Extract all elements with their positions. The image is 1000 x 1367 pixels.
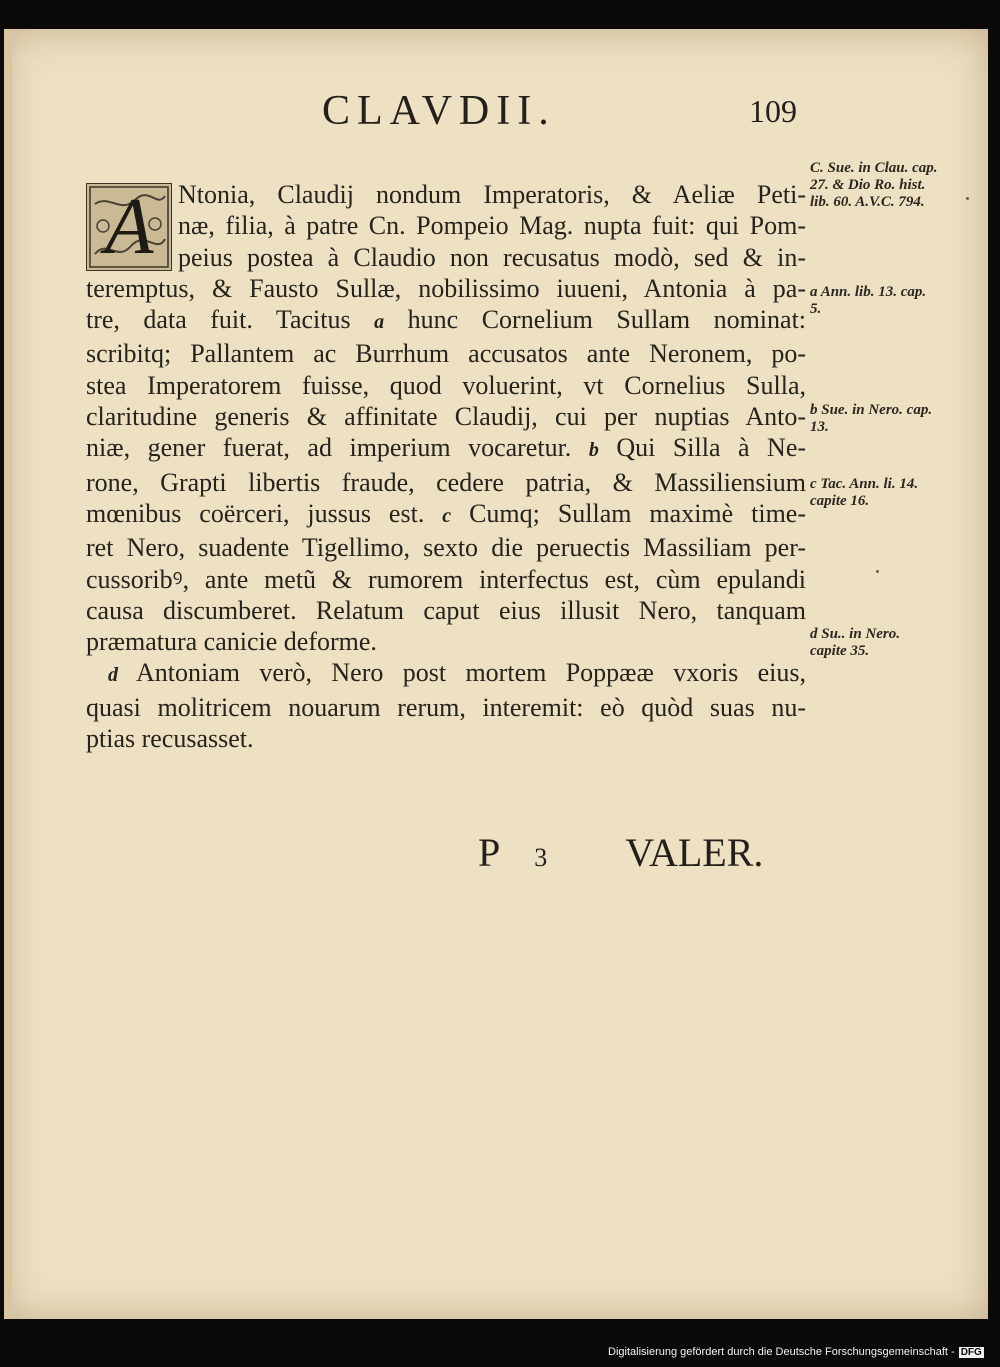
paper-speck xyxy=(966,197,969,200)
text-line-18: ptias recusasset. xyxy=(86,724,254,754)
text-line-17: quasi molitricem nouarum rerum, interemit: eò quòd suas nu- xyxy=(86,692,806,722)
margin-note-b: b Sue. in Nero. cap. 13. xyxy=(810,402,933,435)
text-segment: Antoniam verò, Nero post mortem Poppææ vxoris eius, xyxy=(135,658,806,688)
margin-note-d: d Su.. in Nero. capite 35. xyxy=(810,626,901,659)
text-line-3: peius postea à Claudio non recusatus modò, sed & in- xyxy=(178,242,806,272)
text-line-8: claritudine generis & affinitate Claudij, cui per nuptias Anto- xyxy=(86,402,806,432)
text-segment: hunc Cornelium Sullam nominat: xyxy=(407,305,807,335)
dfg-logo: DFG xyxy=(960,1347,982,1358)
catchword-line xyxy=(478,829,763,876)
text-line-13: cussoribꝰ, ante metũ & rumorem interfectus est, cùm epulandi xyxy=(86,564,806,594)
margin-note-a: a Ann. lib. 13. cap. 5. xyxy=(810,284,927,317)
main-text-block xyxy=(86,179,806,754)
decorated-initial xyxy=(86,183,172,271)
text-line-14: causa discumberet. Relatum caput eius illusit Nero, tanquam xyxy=(86,595,806,625)
margin-note-c: c Tac. Ann. li. 14. capite 16. xyxy=(810,476,919,509)
text-segment: niæ, gener fuerat, ad imperium vocaretur. xyxy=(86,433,572,463)
book-page xyxy=(4,29,988,1319)
text-line-12: ret Nero, suadente Tigellimo, sexto die peruectis Massiliam per- xyxy=(86,533,806,563)
text-line-5 xyxy=(86,304,806,338)
text-line-4: teremptus, & Fausto Sullæ, nobilissimo iuueni, Antonia à pa- xyxy=(86,273,806,303)
text-line-1: Ntonia, Claudij nondum Imperatoris, & Aeliæ Peti- xyxy=(178,180,806,209)
text-segment: Qui Silla à Ne- xyxy=(616,433,807,463)
text-line-11 xyxy=(86,498,806,532)
catchword: VALER. xyxy=(625,830,764,875)
footer-text: Digitalisierung gefördert durch die Deutsche Forschungsgemeinschaft - xyxy=(608,1346,955,1358)
text-line-6: scribitq; Pallantem ac Burrhum accusatos ante Neronem, po- xyxy=(86,339,806,369)
text-line-9 xyxy=(86,432,806,466)
text-segment: mœnibus coërceri, jussus est. xyxy=(86,498,425,528)
text-segment: Cumq; Sullam maximè time- xyxy=(469,498,806,528)
text-line-7: stea Imperatorem fuisse, quod voluerint, vt Cornelius Sulla, xyxy=(86,370,806,400)
note-ref-a: a xyxy=(374,311,385,334)
text-line-15: præmatura canicie deforme. xyxy=(86,627,377,657)
signature-number: 3 xyxy=(534,843,548,872)
text-line-2: næ, filia, à patre Cn. Pompeio Mag. nupta fuit: qui Pom- xyxy=(178,211,806,241)
paper-speck xyxy=(876,570,879,573)
text-line-16 xyxy=(86,657,806,691)
running-head: CLAVDII. xyxy=(322,88,556,134)
page-edge xyxy=(4,29,12,1319)
note-ref-d: d xyxy=(108,664,118,687)
margin-note-source: C. Sue. in Clau. cap. 27. & Dio Ro. hist. lib. 60. A.V.C. 794. xyxy=(810,160,938,210)
digitization-footer xyxy=(608,1346,984,1358)
drop-cap-letter: A xyxy=(104,183,154,271)
note-ref-c: c xyxy=(442,504,452,527)
note-ref-b: b xyxy=(588,439,599,462)
signature-mark: P xyxy=(478,830,501,875)
text-segment: tre, data fuit. Tacitus xyxy=(86,305,351,335)
text-line-10: rone, Grapti libertis fraude, cedere patria, & Massiliensium xyxy=(86,467,806,497)
page-number: 109 xyxy=(749,93,797,129)
